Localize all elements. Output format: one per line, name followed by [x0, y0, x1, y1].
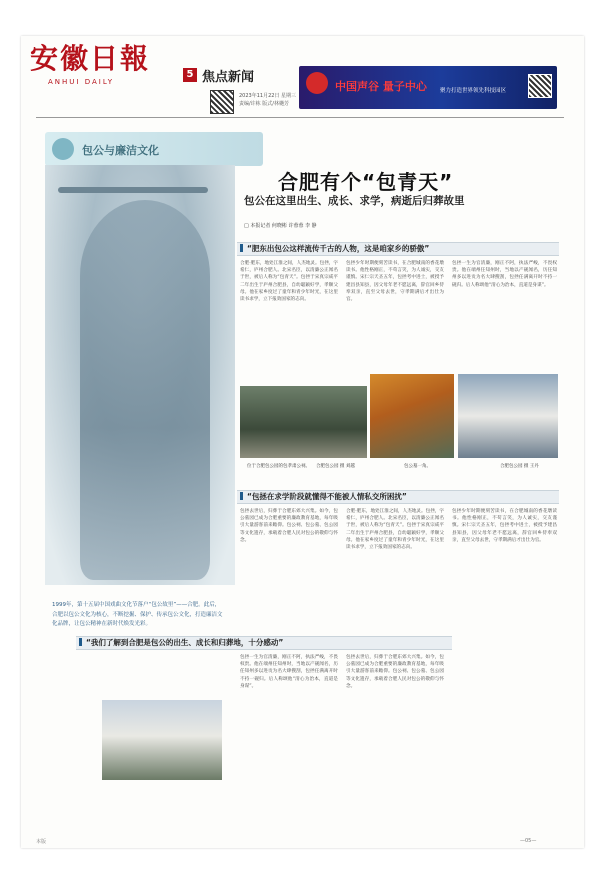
text-column: 合肥·肥东，地处江淮之间，人杰地灵。包拯，字希仁，庐州合肥人。北宋名臣，以清廉公正闻名于世，被后人称为“包青天”。包拯于宋真宗咸平二年出生于庐州合肥县，自幼聪颖好学，孝顺父母。他在家乡度过了童年和青少年时光，在这里读书求学，立下报效国家的志向。	[240, 261, 338, 303]
text-column: 合肥·肥东，地处江淮之间，人杰地灵。包拯，字希仁，庐州合肥人。北宋名臣，以清廉公正闻名于世，被后人称为“包青天”。包拯于宋真宗咸平二年出生于庐州合肥县，自幼聪颖好学，孝顺父母。他在家乡度过了童年和青少年时光，在这里读书求学，立下报效国家的志向。	[346, 509, 444, 551]
section-heading-2	[237, 490, 559, 504]
text-column: 包拯少年时期便刻苦读书，在合肥城南的香花墩读书。他性格刚正，不苟言笑，为人诚实，交友谨慎。宋仁宗天圣五年，包拯考中进士，被授予建昌县知县，因父母年老不愿远离，辞官回乡侍奉双亲，直至父母去世，守孝期满后才出仕为官。	[346, 261, 444, 303]
statue-figure	[80, 200, 210, 580]
section-heading-1	[237, 242, 559, 256]
photo-bridge	[458, 374, 558, 458]
date-line	[239, 92, 296, 108]
footer-right: —05—	[520, 838, 537, 844]
headline: 合肥有个“包青天”	[278, 170, 454, 194]
byline: □ 本报记者 何晓彬 许蓉蓉 李 静	[244, 223, 317, 229]
ad-qr-code-icon	[528, 74, 552, 98]
lotus-icon	[52, 138, 74, 160]
section-heading-3	[76, 636, 452, 650]
footer-left: 本版	[36, 839, 47, 845]
section-heading-text: “包拯在求学阶段就懂得不能被人情私交所困扰”	[247, 492, 407, 501]
caption: 合肥包公园 摄 王丹	[500, 464, 539, 469]
section-heading-text: “肥东出包公这样流传千古的人物，这是咱家乡的骄傲”	[247, 244, 430, 253]
column-title: 包公与廉洁文化	[82, 144, 159, 157]
statue-hat	[58, 187, 208, 193]
photo-autumn-tree	[370, 374, 454, 458]
heading-bar	[240, 244, 243, 252]
text-column: 包拯一生为官清廉，刚正不阿，执法严峻，不畏权贵。他在端州任知州时，当地以产砚闻名，历任知州多以进贡为名大肆搜刮，包拯任满离开时不持一砚归。后人称颂他“清心为治本，直道是身谋”。	[240, 655, 338, 689]
caption: 包公墓一角。	[404, 464, 431, 469]
subheadline: 包公在这里出生、成长、求学，病逝后归葬故里	[244, 195, 465, 207]
ad-subtitle: 聚力打造世界领先科技园区	[440, 88, 507, 94]
masthead-rule	[36, 117, 564, 118]
heading-bar	[79, 638, 82, 646]
caption: 位于合肥包公园的包孝肃公祠。	[247, 464, 310, 469]
section-heading-text: “我们了解到合肥是包公的出生、成长和归葬地，十分感动”	[86, 638, 284, 647]
caption: 合肥包公园 摄 刘越	[316, 464, 355, 469]
text-column: 包拯去世后，归葬于合肥东郊大兴集。如今，包公墓园已成为合肥重要的廉政教育基地，每年吸引大量游客前来瞻仰。包公祠、包公墓、包公园等文化遗存，承载着合肥人民对包公的敬仰与怀念。	[240, 509, 338, 543]
section-name: 焦点新闻	[202, 70, 255, 85]
photo-memorial-archway	[102, 700, 222, 780]
ad-logo-icon	[306, 72, 328, 94]
qr-code-icon	[210, 90, 234, 114]
date-text: 2023年11月22日 星期三	[239, 93, 297, 99]
lead-paragraph: 1999年，第十五届中国戏曲文化节落户“包公故里”——合肥。此后，合肥以包公文化为核心，不断挖掘、保护、传承包公文化，打造廉洁文化品牌，让包公精神在新时代焕发光彩。	[52, 602, 223, 627]
photo-gate	[240, 386, 367, 458]
ad-title: 中国声谷 量子中心	[335, 80, 427, 93]
text-column: 包拯少年时期便刻苦读书，在合肥城南的香花墩读书。他性格刚正，不苟言笑，为人诚实，交友谨慎。宋仁宗天圣五年，包拯考中进士，被授予建昌县知县，因父母年老不愿远离，辞官回乡侍奉双亲，直至父母去世，守孝期满后才出仕为官。	[452, 509, 557, 543]
masthead-logo: 安徽日報	[30, 42, 151, 75]
masthead-english: ANHUI DAILY	[48, 78, 115, 86]
page-number: 5	[183, 68, 197, 82]
text-column: 包拯去世后，归葬于合肥东郊大兴集。如今，包公墓园已成为合肥重要的廉政教育基地，每年吸引大量游客前来瞻仰。包公祠、包公墓、包公园等文化遗存，承载着合肥人民对包公的敬仰与怀念。	[346, 655, 444, 689]
editor-text: 责编/许栋 版式/林樾芳	[239, 101, 289, 107]
heading-bar	[240, 492, 243, 500]
text-column: 包拯一生为官清廉，刚正不阿，执法严峻，不畏权贵。他在端州任知州时，当地以产砚闻名，历任知州多以进贡为名大肆搜刮，包拯任满离开时不持一砚归。后人称颂他“清心为治本，直道是身谋”。	[452, 261, 557, 288]
